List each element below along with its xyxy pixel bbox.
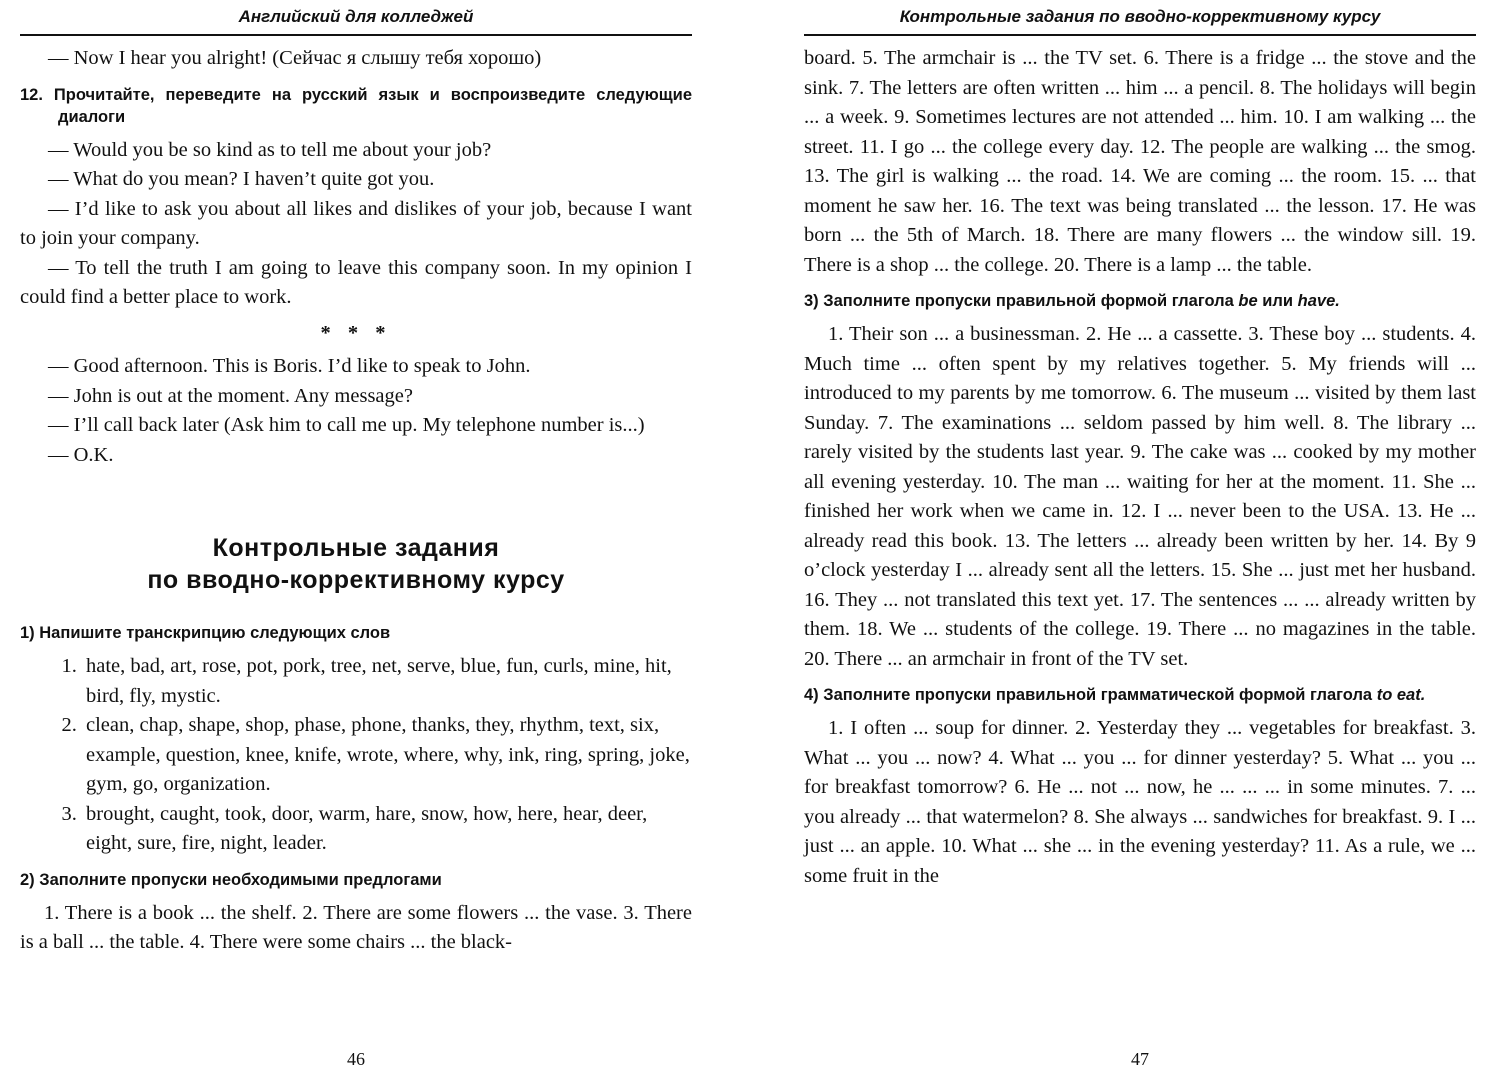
page-number: 46 — [347, 1049, 365, 1069]
section-title-line2: по вводно-коррективному курсу — [147, 566, 565, 594]
left-page — [20, 0, 692, 1080]
right-page-body — [804, 44, 1476, 891]
dialog-line: — I’d like to ask you about all likes and dislikes of your job, because I want to join your company. — [20, 197, 692, 249]
task-2-continued-text: board. 5. The armchair is ... the TV set. 6. There is a fridge ... the stove and the sink. 7. The letters are often written ... him ... a pencil. 8. The holidays will begin ... a week. 9. Sometimes lectures are not attended ... him. 10. I am walking ... the street. 11. I go ... the college every day. 12. The people are walking ... the smog. 13. The girl is walking ... the road. 14. We are coming ... the room. 15. ... that moment he saw her. 16. The text was being translated ... the lesson. 17. He was born ... the 5th of March. 18. There are many flowers ... the window sill. 19. There is a shop ... the college. 20. There is a lamp ... the table. — [804, 47, 1476, 276]
task-3-text: 1. Their son ... a businessman. 2. He ... a cassette. 3. These boy ... students. 4. Much time ... often spent by my relatives together. 5. My friends will ... introduced to my parents by me tomorrow. 6. The museum ... visited by them last Sunday. 7. The examinations ... seldom passed by him well. 8. The library ... rarely visited by the students last year. 9. The cake was ... cooked by my mother all evening yesterday. 10. The man ... waiting for her at the moment. 11. She ... finished her work when we came in. 12. I ... never been to the USA. 13. He ... already read this book. 13. The letters ... already been written by her. 14. By 9 o’clock yesterday I ... already sent all the letters. 15. She ... just met her husband. 16. They ... not translated this text yet. 17. The sentences ... ... already written by them. 18. We ... students of the college. 19. There ... no magazines in the table. 20. There ... an armchair in front of the TV set. — [804, 323, 1476, 670]
separator: * * * — [320, 321, 392, 344]
word-list-item: 2. clean, chap, shape, shop, phase, phone, thanks, they, rhythm, text, six, example, question, knee, knife, wrote, where, why, ink, ring, spring, joke, gym, go, organization. — [82, 711, 692, 800]
task-4-heading — [804, 684, 1476, 706]
task-12-heading: 12. Прочитайте, переведите на русский язык и воспроизведите следующие диалоги — [20, 85, 692, 126]
dialog-line: — To tell the truth I am going to leave this company soon. In my opinion I could find a better place to work. — [20, 256, 692, 308]
page-number: 47 — [1131, 1049, 1149, 1069]
task-3-verb-have: have. — [1297, 292, 1340, 310]
task-1-heading: 1) Напишите транскрипцию следующих слов — [20, 624, 391, 642]
right-page — [804, 0, 1476, 1080]
task-3-heading — [804, 290, 1476, 312]
section-title-line1: Контрольные задания — [212, 534, 500, 562]
task-4-verb: to eat. — [1376, 686, 1426, 704]
task-3-or: или — [1262, 292, 1294, 310]
task-3-label: 3) Заполните пропуски правильной формой глагола — [804, 292, 1234, 310]
dialog-line: — I’ll call back later (Ask him to call me up. My telephone number is...) — [48, 414, 645, 436]
section-title — [20, 532, 692, 596]
word-list-item: 3. brought, caught, took, door, warm, hare, snow, how, here, hear, deer, eight, sure, fire, night, leader. — [82, 800, 692, 859]
dialog-line: — What do you mean? I haven’t quite got you. — [48, 168, 435, 190]
dialog-line: — Now I hear you alright! (Сейчас я слышу тебя хорошо) — [48, 47, 542, 69]
left-page-body — [20, 44, 692, 958]
task-2-heading: 2) Заполните пропуски необходимыми предлогами — [20, 870, 442, 889]
task-4-text: 1. I often ... soup for dinner. 2. Yesterday they ... vegetables for breakfast. 3. What ... you ... now? 4. What ... you ... for dinner yesterday? 5. What ... you ... for breakfast tomorrow? 6. He ... not ... now, he ... ... ... in some minutes. 7. ... you already ... that watermelon? 8. She always ... sandwiches for breakfast. 9. I ... just ... an apple. 10. What ... she ... in the evening yesterday? 11. As a rule, we ... some fruit in the — [804, 717, 1476, 887]
dialog-line: — Would you be so kind as to tell me about your job? — [48, 138, 492, 161]
dialog-line: — John is out at the moment. Any message? — [48, 384, 413, 407]
left-running-header: Английский для колледжей — [20, 0, 692, 36]
task-4-label: 4) Заполните пропуски правильной грамматической формой глагола — [804, 686, 1373, 704]
right-running-header: Контрольные задания по вводно-коррективному курсу — [804, 0, 1476, 36]
word-list-item: 1. hate, bad, art, rose, pot, pork, tree, net, serve, blue, fun, curls, mine, hit, bird, fly, mystic. — [82, 652, 692, 711]
dialog-line: — O.K. — [48, 443, 114, 466]
task-3-verb-be: be — [1238, 292, 1258, 310]
task-2-text: 1. There is a book ... the shelf. 2. There are some flowers ... the vase. 3. There is a ball ... the table. 4. There were some chairs ... the black- — [20, 901, 692, 953]
dialog-line: — Good afternoon. This is Boris. I’d like to speak to John. — [48, 355, 531, 377]
word-list — [20, 652, 692, 859]
